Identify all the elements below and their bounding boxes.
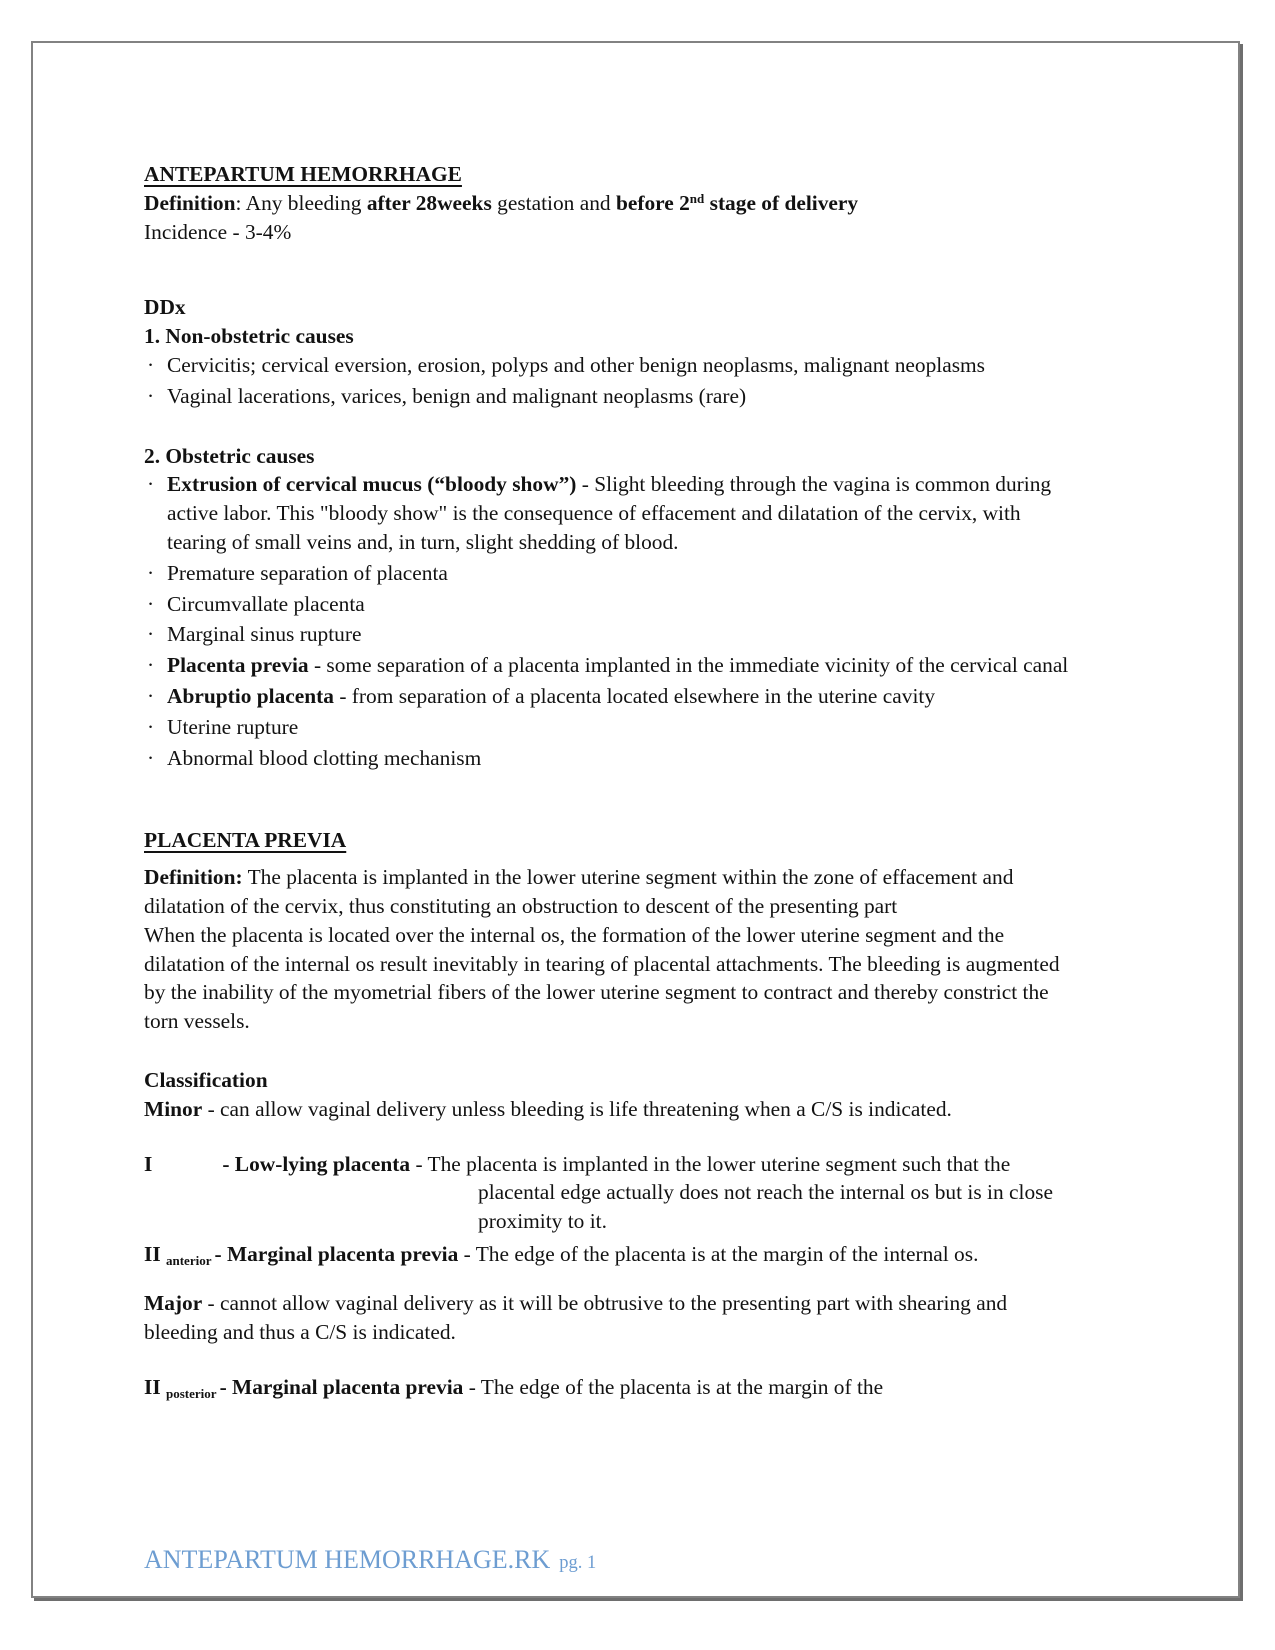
placenta-previa-definition-part1 [144, 863, 1076, 921]
list-item-text [167, 561, 448, 585]
classification-minor-line [144, 1095, 1076, 1124]
list-item-text [167, 622, 361, 646]
text-run: - The edge of the placenta is at the margin of the internal os. [458, 1241, 979, 1266]
bullet-marker: · [147, 383, 155, 408]
list-item-text [167, 472, 1051, 554]
text-run: Abruptio placenta [167, 683, 334, 708]
ddx-heading: DDx [144, 295, 186, 320]
bullet-marker: · [147, 745, 155, 770]
footer-page-number: pg. 1 [559, 1553, 597, 1573]
bullet-marker: · [147, 683, 155, 708]
placenta-previa-definition-part2 [144, 921, 1076, 1036]
section-title-text: ANTEPARTUM HEMORRHAGE [144, 162, 462, 186]
list-item [144, 470, 1076, 556]
list-item [144, 744, 1076, 773]
obstetric-heading: 2. Obstetric causes [144, 443, 315, 468]
text-run: Definition [144, 190, 236, 215]
text-run: posterior [166, 1386, 220, 1402]
text-run: Vaginal lacerations, varices, benign and malignant neoplasms (rare) [167, 383, 747, 408]
non-obstetric-list [144, 351, 1076, 411]
non-obstetric-heading: 1. Non-obstetric causes [144, 324, 354, 349]
classification-type-2-anterior [144, 1240, 1076, 1269]
list-item [144, 682, 1076, 711]
text-run: The placenta is implanted in the lower uterine segment within the zone of effacement and dilatation of the cervix, thus constituting an obstruction to descent of the presenting part [144, 865, 1014, 918]
definition-line [144, 189, 1076, 218]
text-run: before 2 [615, 190, 690, 215]
list-item [144, 620, 1076, 649]
list-item-text [167, 746, 481, 770]
section-title-antepartum-hemorrhage [144, 160, 1076, 189]
text-run: nd [689, 190, 705, 206]
document-body [144, 160, 1076, 1402]
text-run: gestation and [491, 190, 616, 215]
text-run: Circumvallate placenta [167, 591, 365, 616]
text-run: Marginal sinus rupture [167, 622, 362, 647]
text-run: Definition: [144, 865, 243, 890]
list-item-text [167, 684, 935, 708]
text-run: - some separation of a placenta implanted in the immediate vicinity of the cervical canal [308, 653, 1069, 678]
page-footer [144, 1545, 596, 1575]
list-item [144, 590, 1076, 619]
text-run: - cannot allow vaginal delivery as it will be obtrusive to the presenting part with shearing and bleeding and thus a C/S is indicated. [144, 1290, 1008, 1344]
classification-type-2-posterior [144, 1373, 1076, 1402]
text-run: Placenta previa [167, 653, 309, 678]
list-item-text [167, 353, 985, 377]
classification-major-line [144, 1289, 1076, 1347]
classification-type-1 [144, 1150, 1076, 1236]
text-run: Premature separation of placenta [167, 560, 448, 585]
list-item [144, 351, 1076, 380]
list-item-text [167, 592, 365, 616]
text-run: after 28weeks [366, 190, 492, 215]
list-item [144, 382, 1076, 411]
section-title-text: PLACENTA PREVIA [144, 828, 347, 853]
obstetric-list [144, 470, 1076, 772]
list-item [144, 559, 1076, 588]
bullet-marker: · [147, 622, 155, 647]
text-run: - Marginal placenta previa [214, 1241, 459, 1266]
classification-heading: Classification [144, 1067, 268, 1092]
footer-document-title: ANTEPARTUM HEMORRHAGE.RK [144, 1545, 551, 1574]
list-item-text [167, 715, 298, 739]
text-run: II [144, 1375, 166, 1400]
text-run: - Marginal placenta previa [219, 1375, 464, 1400]
text-run: Cervicitis; cervical eversion, erosion, polyps and other benign neoplasms, malignant neoplasms [167, 352, 986, 377]
text-run: Minor [144, 1096, 203, 1121]
bullet-marker: · [147, 472, 155, 497]
text-run: Major [144, 1290, 203, 1315]
text-run: Uterine rupture [167, 714, 299, 739]
text-run: : Any bleeding [235, 190, 367, 215]
text-run: When the placenta is located over the internal os, the formation of the lower uterine segment and the dilatation of the internal os result inevitably in tearing of placental attachments. The bleeding is augmented by the inability of the myometrial fibers of the lower uterine segment to contract and thereby constrict the torn vessels. [144, 922, 1060, 1034]
bullet-marker: · [147, 653, 155, 678]
incidence-line: Incidence - 3-4% [144, 219, 292, 244]
class-1-numeral: I [144, 1151, 153, 1176]
list-item [144, 651, 1076, 680]
section-title-placenta-previa [144, 826, 1076, 855]
bullet-marker: · [147, 591, 155, 616]
bullet-marker: · [147, 714, 155, 739]
class-1-text [222, 1152, 1053, 1234]
text-run: - The edge of the placenta is at the margin of the [463, 1375, 884, 1400]
text-run: stage of delivery [704, 190, 859, 215]
text-run: - Low-lying placenta [222, 1151, 411, 1176]
text-run: - The placenta is implanted in the lower uterine segment such that the placental edge actually does not reach the internal os but is in close proximity to it. [410, 1151, 1053, 1234]
text-run: II [144, 1241, 166, 1266]
list-item [144, 713, 1076, 742]
text-run: - Slight bleeding through the vagina is common during active labor. This "bloody show" is the consequence of effacement and dilatation of the cervix, with tearing of small veins and, in turn, slight shedding of blood. [167, 472, 1052, 554]
text-run: - can allow vaginal delivery unless bleeding is life threatening when a C/S is indicated. [202, 1096, 952, 1121]
text-run: anterior [166, 1252, 215, 1268]
list-item-text [167, 384, 746, 408]
text-run: Abnormal blood clotting mechanism [167, 745, 482, 770]
list-item-text [167, 653, 1068, 677]
bullet-marker: · [147, 352, 155, 377]
text-run: - from separation of a placenta located elsewhere in the uterine cavity [333, 683, 936, 708]
text-run: Extrusion of cervical mucus (“bloody show”) [167, 472, 577, 497]
bullet-marker: · [147, 560, 155, 585]
